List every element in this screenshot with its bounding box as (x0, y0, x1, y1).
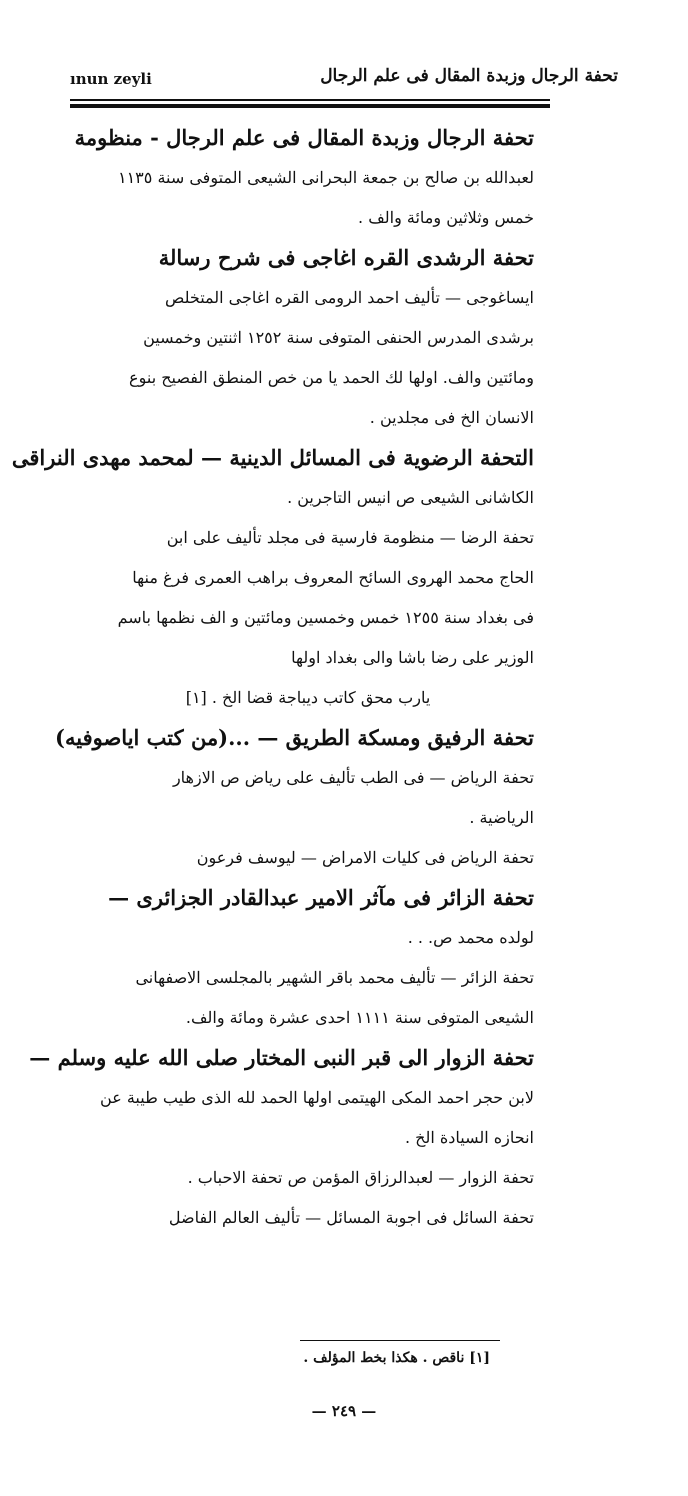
entry-line: برشدى المدرس الحنفى المتوفى سنة ١٢٥٢ اثنتين وخمسين (143, 328, 534, 347)
entry-tuhfat-al-zuwwar (82, 1158, 534, 1198)
entry-line: الكاشانى الشيعى ص انيس التاجرين . (287, 488, 534, 507)
entry-line: ومائتين والف. اولها لك الحمد يا من خص المنطق الفصيح بنوع (129, 368, 534, 387)
entry-line: تحفة الرشدى القره اغاجى فى شرح رسالة (158, 245, 534, 270)
entry-al-tuhfa-al-radawiyya (11, 438, 534, 518)
footnote: [١] ناقص . هكذا بخط المؤلف . (303, 1350, 490, 1366)
entry-line: تحفة الزوار — لعبدالرزاق المؤمن ص تحفة الاحباب . (187, 1168, 534, 1187)
header-rule-thick (70, 104, 550, 108)
entry-tuhfat-al-zuwwar-ila-qabr (29, 1038, 534, 1158)
entry-line: فى بغداد سنة ١٢٥٥ خمس وخمسين ومائتين و الف نظمها باسم (117, 608, 534, 627)
entry-tuhfat-al-rafiq (55, 718, 534, 758)
entry-line: تحفة الزائر فى مآثر الامير عبدالقادر الجزائرى — (108, 885, 534, 910)
page-number: — ٢٤٩ — (311, 1402, 377, 1420)
entry-tuhfat-al-rijal (74, 118, 534, 238)
entry-line: لعبدالله بن صالح بن جمعة البحرانى الشيعى المتوفى سنة ١١٣٥ (117, 168, 534, 187)
entry-tuhfat-al-zair (82, 958, 534, 1038)
entry-tuhfat-al-rushdi (82, 238, 534, 438)
entry-line: الشيعى المتوفى سنة ١١١١ احدى عشرة ومائة والف. (185, 1008, 534, 1027)
entry-line: خمس وثلاثين ومائة والف . (358, 208, 534, 227)
entry-line: تحفة الرياض — فى الطب تأليف على رياض ص الازهار (172, 768, 534, 787)
entry-line: تحفة الرياض فى كليات الامراض — ليوسف فرعون (196, 848, 534, 867)
entry-line: الرياضية . (469, 808, 534, 827)
entry-line: لابن حجر احمد المكى الهيتمى اولها الحمد لله الذى طيب طيبة عن (100, 1088, 534, 1107)
entry-tuhfat-al-zair-maathir (82, 878, 534, 958)
entry-line: ايساغوجى — تأليف احمد الرومى القره اغاجى المتخلص (164, 288, 534, 307)
page-header (70, 62, 618, 98)
header-rule-thin (70, 99, 550, 101)
entry-line: انحازه السيادة الخ . (404, 1128, 534, 1147)
entry-line: الحاج محمد الهروى السائح المعروف براهب العمرى فرغ منها (132, 568, 534, 587)
entry-line: تحفة الزائر — تأليف محمد باقر الشهير بالمجلسى الاصفهانى (135, 968, 534, 987)
entry-tuhfat-al-sail (82, 1198, 534, 1238)
entry-line: تحفة السائل فى اجوبة المسائل — تأليف العالم الفاضل (168, 1208, 534, 1227)
entry-line: الانسان الخ فى مجلدين . (369, 408, 534, 427)
entry-line: التحفة الرضوية فى المسائل الدينية — لمحمد مهدى النراقى (11, 445, 534, 470)
running-head-right: تحفة الرجال وزبدة المقال فى علم الرجال (320, 66, 618, 86)
entry-tuhfat-al-riyad (82, 758, 534, 838)
entry-tuhfat-al-riyad-kulliyat (82, 838, 534, 878)
entry-verse-line: يارب محق كاتب ديباجة قضا الخ . [١] (185, 688, 431, 707)
entry-tuhfat-al-rida (82, 518, 534, 718)
entry-line: تحفة الرفيق ومسكة الطريق — ...(من كتب اياصوفيه) (55, 725, 534, 750)
entry-line: تحفة الرضا — منظومة فارسية فى مجلد تأليف على ابن (166, 528, 534, 547)
entry-line: تحفة الرجال وزبدة المقال فى علم الرجال - منظومة (74, 125, 534, 150)
entries-body (11, 118, 534, 1238)
footnote-rule (300, 1340, 500, 1341)
entry-line: الوزير على رضا باشا والى بغداد اولها (291, 648, 534, 667)
entry-line: تحفة الزوار الى قبر النبى المختار صلى الله عليه وسلم — (29, 1045, 534, 1070)
entry-line: لولده محمد ص. . . (407, 928, 534, 947)
running-head-left: ınun zeyli (70, 70, 152, 88)
